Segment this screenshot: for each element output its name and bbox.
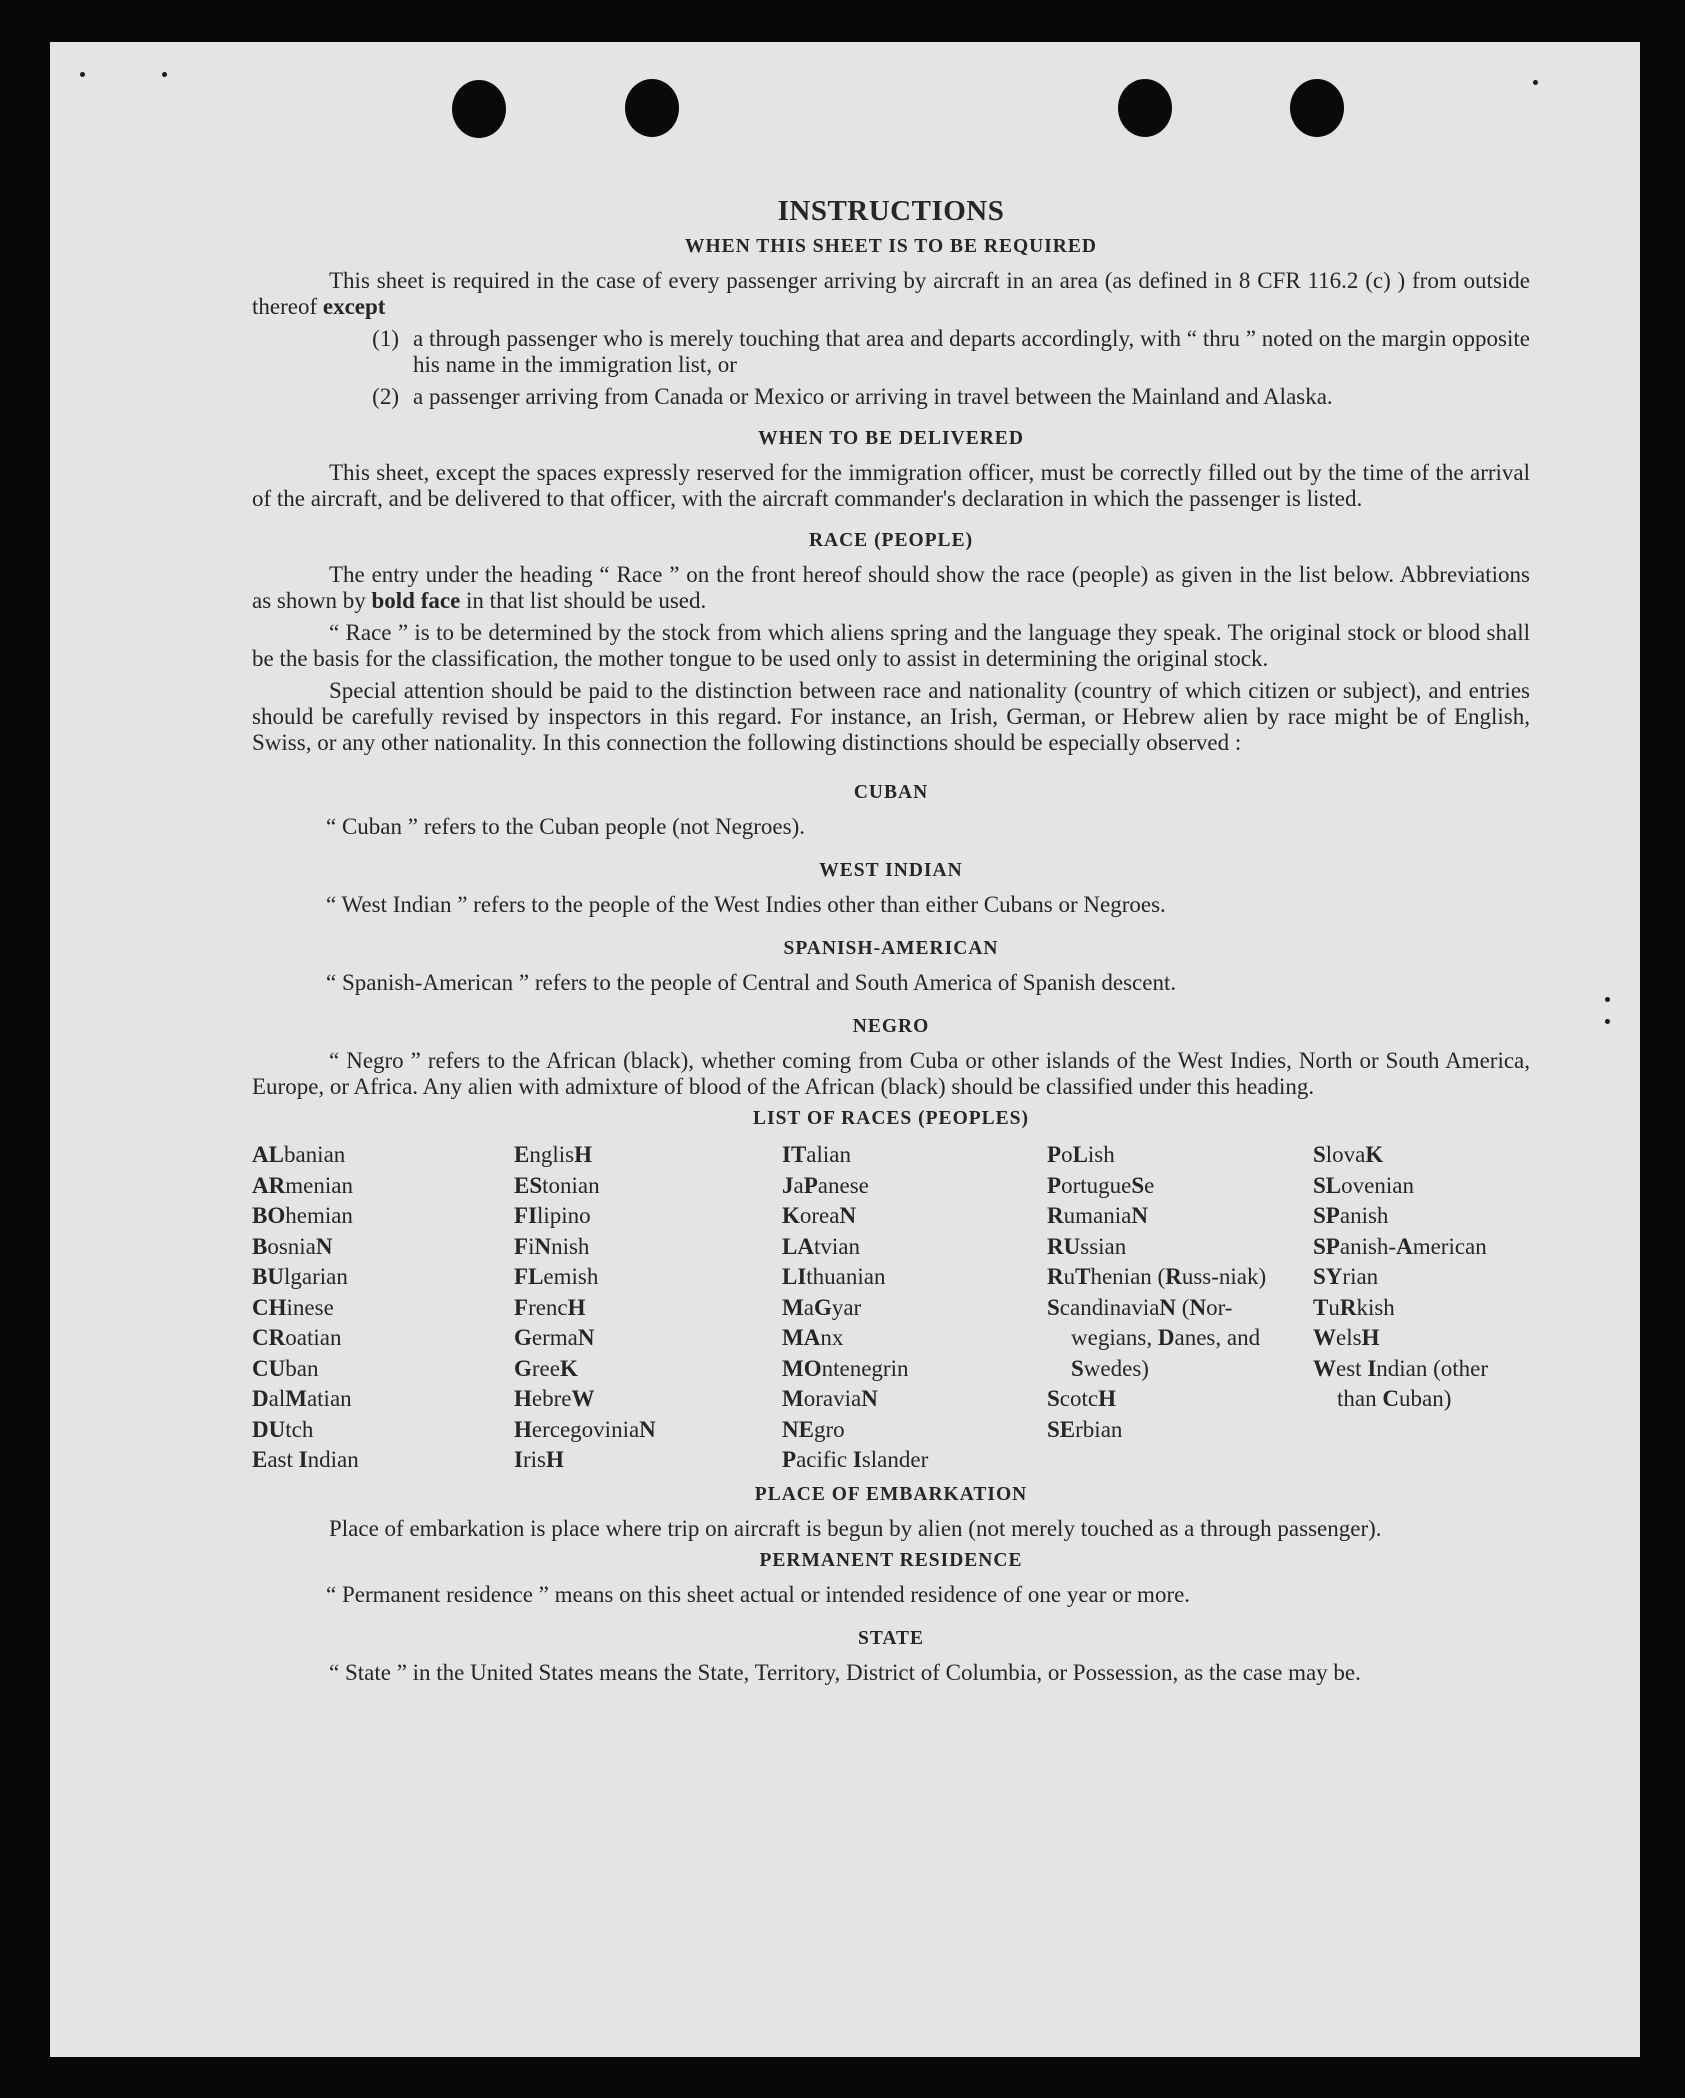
punch-hole [452,80,506,138]
race-entry: FrencH [514,1294,586,1320]
page-title: INSTRUCTIONS [777,195,1005,227]
race-p1-bold: bold face [371,588,461,613]
race-entry: MAnx [782,1325,844,1350]
section-heading-west-indian: WEST INDIAN [819,860,963,881]
section-heading-embarkation: PLACE OF EMBARKATION [754,1483,1028,1505]
race-entry: GermaN [514,1325,595,1350]
section-heading-required: WHEN THIS SHEET IS TO BE REQUIRED [685,236,1097,257]
race-paragraph-2: “ Race ” is to be determined by the stock from which aliens spring and the language they speak. The original stock or blood shall be the basis for the classification, the mother tongue to be used only to assist in determining the original stock. [252,620,1530,671]
race-entry: RuThenian (Russ-niak) [1047,1264,1267,1289]
race-entry: ScandinaviaN (Nor-wegians, Danes, and Swedes) [1047,1294,1261,1381]
race-entry: SYrian [1313,1264,1379,1289]
race-entry: GreeK [514,1355,578,1381]
state-text: “ State ” in the United States means the State, Territory, District of Columbia, or Possession, as the case may be. [329,1659,1361,1685]
section-heading-state: STATE [857,1627,925,1649]
section-heading-race: RACE (PEOPLE) [808,530,974,551]
race-entry: DUtch [252,1416,314,1442]
race-entry: Pacific Islander [782,1447,929,1472]
list-of-races-heading: LIST OF RACES (PEOPLES) [752,1108,1029,1129]
punch-hole [625,79,679,137]
race-entry: ALbanian [252,1142,346,1167]
race-entry: KoreaN [782,1203,857,1228]
race-entry: BOhemian [252,1203,353,1228]
race-entry: WelsH [1313,1325,1380,1350]
race-entry: NEgro [782,1416,845,1442]
race-entry: EnglisH [514,1142,592,1167]
speck [80,72,85,77]
race-entry: IrisH [514,1447,564,1472]
race-entry: RUssian [1047,1233,1127,1259]
race-column [1313,1140,1530,1476]
list-item [252,384,1530,410]
race-paragraph-1 [252,562,1530,614]
section-heading-delivered: WHEN TO BE DELIVERED [758,428,1024,449]
race-entry: ARmenian [252,1172,353,1198]
race-column [1047,1140,1313,1476]
section-heading-residence: PERMANENT RESIDENCE [759,1549,1023,1571]
race-entry: JaPanese [782,1172,869,1198]
list-item [252,326,1530,378]
list-text: a through passenger who is merely touching that area and departs accordingly, with “ thru ” noted on the margin opposite his name in the immigration list, or [413,326,1530,377]
race-entry: PortugueSe [1047,1172,1155,1198]
race-entry: FLemish [514,1264,599,1289]
race-entry: BosniaN [252,1233,333,1259]
race-entry: East Indian [252,1447,359,1472]
speck [1605,997,1610,1002]
race-column [782,1140,1047,1476]
race-entry: RumaniaN [1047,1203,1148,1228]
race-column [252,1140,514,1476]
race-entry: ITalian [782,1142,851,1167]
race-entry: FiNnish [514,1233,590,1259]
race-entry: SPanish-American [1313,1233,1487,1259]
speck [162,72,167,77]
west-indian-text: “ West Indian ” refers to the people of the West Indies other than either Cubans or Negroes. [326,892,1166,917]
race-p1-text-end: in that list should be used. [460,588,707,613]
race-entry: TuRkish [1313,1294,1395,1320]
race-p1-text: The entry under the heading “ Race ” on the front hereof should show the race (people) as given in the list below. Abbreviations as shown by [252,562,1530,613]
cuban-text: “ Cuban ” refers to the Cuban people (not Negroes). [326,814,806,839]
document-sheet [50,42,1640,2057]
speck [1605,1019,1610,1024]
negro-text: “ Negro ” refers to the African (black), whether coming from Cuba or other islands of the West Indies, North or South America, Europe, or Africa. Any alien with admixture of blood of the African (black) should be classified under this heading. [252,1048,1530,1099]
delivered-text: This sheet, except the spaces expressly reserved for the immigration officer, must be correctly filled out by the time of the arrival of the aircraft, and be delivered to that officer, with the aircraft commander's declaration in which the passenger is listed. [252,460,1530,511]
section-heading-negro: NEGRO [852,1016,930,1037]
residence-text: “ Permanent residence ” means on this sheet actual or intended residence of one year or more. [326,1581,1191,1607]
race-entry: LIthuanian [782,1264,886,1289]
list-number: (2) [372,384,399,409]
race-entry: BUlgarian [252,1264,348,1289]
race-entry: EStonian [514,1172,600,1198]
required-intro-text: This sheet is required in the case of every passenger arriving by aircraft in an area (as defined in 8 CFR 116.2 (c) ) from outside thereof [252,268,1530,319]
race-entry: SErbian [1047,1416,1123,1442]
race-entry: PoLish [1047,1142,1115,1167]
section-heading-cuban: CUBAN [853,782,929,803]
race-paragraph-3: Special attention should be paid to the distinction between race and nationality (country of which citizen or subject), and entries should be carefully revised by inspectors in this regard. For instance, an Irish, German, or Hebrew alien by race might be of English, Swiss, or any other nationality. In this connection the following distinctions should be especially observed : [252,678,1530,755]
section-heading-spanish-american: SPANISH-AMERICAN [783,938,999,959]
race-entry: SPanish [1313,1203,1389,1228]
list-text: a passenger arriving from Canada or Mexico or arriving in travel between the Mainland and Alaska. [413,384,1333,409]
race-entry: CHinese [252,1294,334,1320]
race-entry: LAtvian [782,1233,860,1259]
race-entry: West Indian (other than Cuban) [1313,1355,1489,1411]
punch-hole [1118,79,1172,137]
race-entry: MOntenegrin [782,1355,909,1381]
required-intro-bold: except [322,294,386,319]
race-entry: MaGyar [782,1294,862,1320]
race-entry: SlovaK [1313,1142,1384,1167]
races-table [252,1140,1530,1476]
speck [1533,80,1538,85]
race-entry: DalMatian [252,1386,352,1411]
race-entry: MoraviaN [782,1386,878,1411]
race-entry: ScotcH [1047,1386,1116,1411]
list-number: (1) [372,326,399,351]
instructions-content [252,154,1530,1692]
race-entry: CUban [252,1355,319,1381]
race-entry: CRoatian [252,1325,342,1350]
race-entry: HebreW [514,1386,595,1411]
embarkation-text: Place of embarkation is place where trip on aircraft is begun by alien (not merely touched as a through passenger). [329,1515,1382,1541]
race-entry: HercegoviniaN [514,1416,656,1442]
required-intro [252,268,1530,320]
race-entry: FIlipino [514,1203,591,1228]
spanish-american-text: “ Spanish-American ” refers to the people of Central and South America of Spanish descent. [326,970,1177,995]
race-entry: SLovenian [1313,1172,1414,1198]
race-column [514,1140,782,1476]
punch-hole [1290,79,1344,137]
